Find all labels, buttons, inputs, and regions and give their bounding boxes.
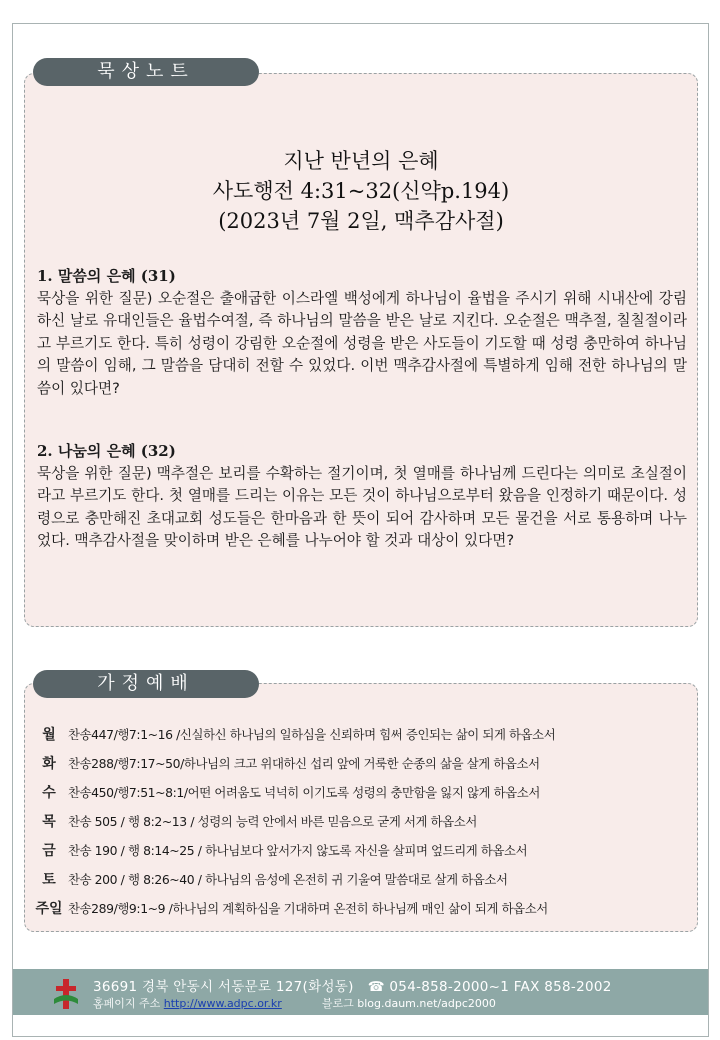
worship-plan: 찬송289/행9:1~9 /하나님의 계획하심을 기대하며 온전히 하나님께 매인 삶이 되게 하옵소서 — [68, 901, 548, 916]
church-phone-fax: ☎ 054-858-2000~1 FAX 858-2002 — [367, 979, 612, 995]
family-worship-label: 가정예배 — [33, 670, 259, 698]
blog-address[interactable]: blog.daum.net/adpc2000 — [357, 997, 496, 1010]
worship-plan: 찬송 505 / 행 8:2~13 / 성령의 능력 안에서 바른 믿음으로 굳게 서게 하옵소서 — [68, 814, 477, 829]
sermon-title-line: 지난 반년의 은혜 — [283, 149, 439, 173]
worship-day: 화 — [42, 756, 56, 772]
worship-day: 주일 — [35, 901, 63, 917]
question-1-heading: 1. 말씀의 은혜 (31) — [37, 267, 176, 285]
church-logo-icon — [51, 977, 81, 1011]
worship-row-fri — [30, 839, 690, 863]
meditation-note-label: 묵상노트 — [33, 58, 259, 86]
question-1 — [37, 265, 687, 400]
sermon-date-line: (2023년 7월 2일, 맥추감사절) — [218, 209, 504, 233]
blog-label: 블로그 — [321, 997, 354, 1010]
worship-row-thu — [30, 810, 690, 834]
question-2 — [37, 440, 687, 553]
homepage-label: 홈페이지 주소 — [93, 997, 161, 1010]
homepage-link[interactable]: http://www.adpc.or.kr — [163, 997, 282, 1010]
family-worship-box — [24, 683, 698, 932]
worship-row-sun — [30, 897, 690, 921]
footer — [13, 969, 708, 1015]
worship-plan: 찬송 200 / 행 8:26~40 / 하나님의 음성에 온전히 귀 기울여 말씀대로 살게 하옵소서 — [68, 872, 508, 887]
worship-row-tue — [30, 752, 690, 776]
worship-row-mon — [30, 723, 690, 747]
church-address: 36691 경북 안동시 서동문로 127(화성동) — [93, 979, 354, 995]
question-2-heading: 2. 나눔의 은혜 (32) — [37, 442, 176, 460]
worship-row-wed — [30, 781, 690, 805]
sermon-title — [24, 146, 698, 236]
worship-row-sat — [30, 868, 690, 892]
question-2-body: 묵상을 위한 질문) 맥추절은 보리를 수확하는 절기이며, 첫 열매를 하나님께 드린다는 의미로 초실절이라고 부르기도 한다. 첫 열매를 드리는 이유는 모든 것이 하나님으로부터 왔음을 인정하기 때문이다. 성령으로 충만해진 초대교회 성도들은 한마음과 한 뜻이 되어 감사하며 모든 물건을 서로 통용하며 나누었다. 맥추감사절을 맞이하며 받은 은혜를 나누어야 할 것과 대상이 있다면? — [37, 464, 687, 549]
sermon-scripture-line: 사도행전 4:31~32(신약p.194) — [212, 179, 510, 203]
footer-web-line — [93, 995, 693, 1011]
worship-day: 목 — [42, 814, 56, 830]
worship-day: 금 — [42, 843, 56, 859]
worship-day: 토 — [42, 872, 56, 888]
worship-plan: 찬송447/행7:1~16 /신실하신 하나님의 일하심을 신뢰하며 힘써 증인되는 삶이 되게 하옵소서 — [68, 727, 556, 742]
worship-plan: 찬송 190 / 행 8:14~25 / 하나님보다 앞서가지 않도록 자신을 살피며 엎드리게 하옵소서 — [68, 843, 528, 858]
worship-day: 월 — [42, 727, 56, 743]
question-1-body: 묵상을 위한 질문) 오순절은 출애굽한 이스라엘 백성에게 하나님이 율법을 주시기 위해 시내산에 강림하신 날로 유대인들은 율법수여절, 즉 하나님의 말씀을 받은 날로 지킨다. 오순절은 맥추절, 칠칠절이라고 부르기도 한다. 특히 성령이 강림한 오순절에 성령을 받은 사도들이 기도할 때 성령 충만하여 하나님의 말씀이 임해, 그 말씀을 담대히 전할 수 있었다. 이번 맥추감사절에 특별하게 임해 전한 하나님의 말씀이 있다면? — [37, 289, 687, 397]
worship-plan: 찬송450/행7:51~8:1/어떤 어려움도 넉넉히 이기도록 성령의 충만함을 잃지 않게 하옵소서 — [68, 785, 540, 800]
worship-day: 수 — [42, 785, 56, 801]
worship-plan: 찬송288/행7:17~50/하나님의 크고 위대하신 섭리 앞에 거룩한 순종의 삶을 살게 하옵소서 — [68, 756, 540, 771]
footer-contact-line — [93, 975, 693, 995]
